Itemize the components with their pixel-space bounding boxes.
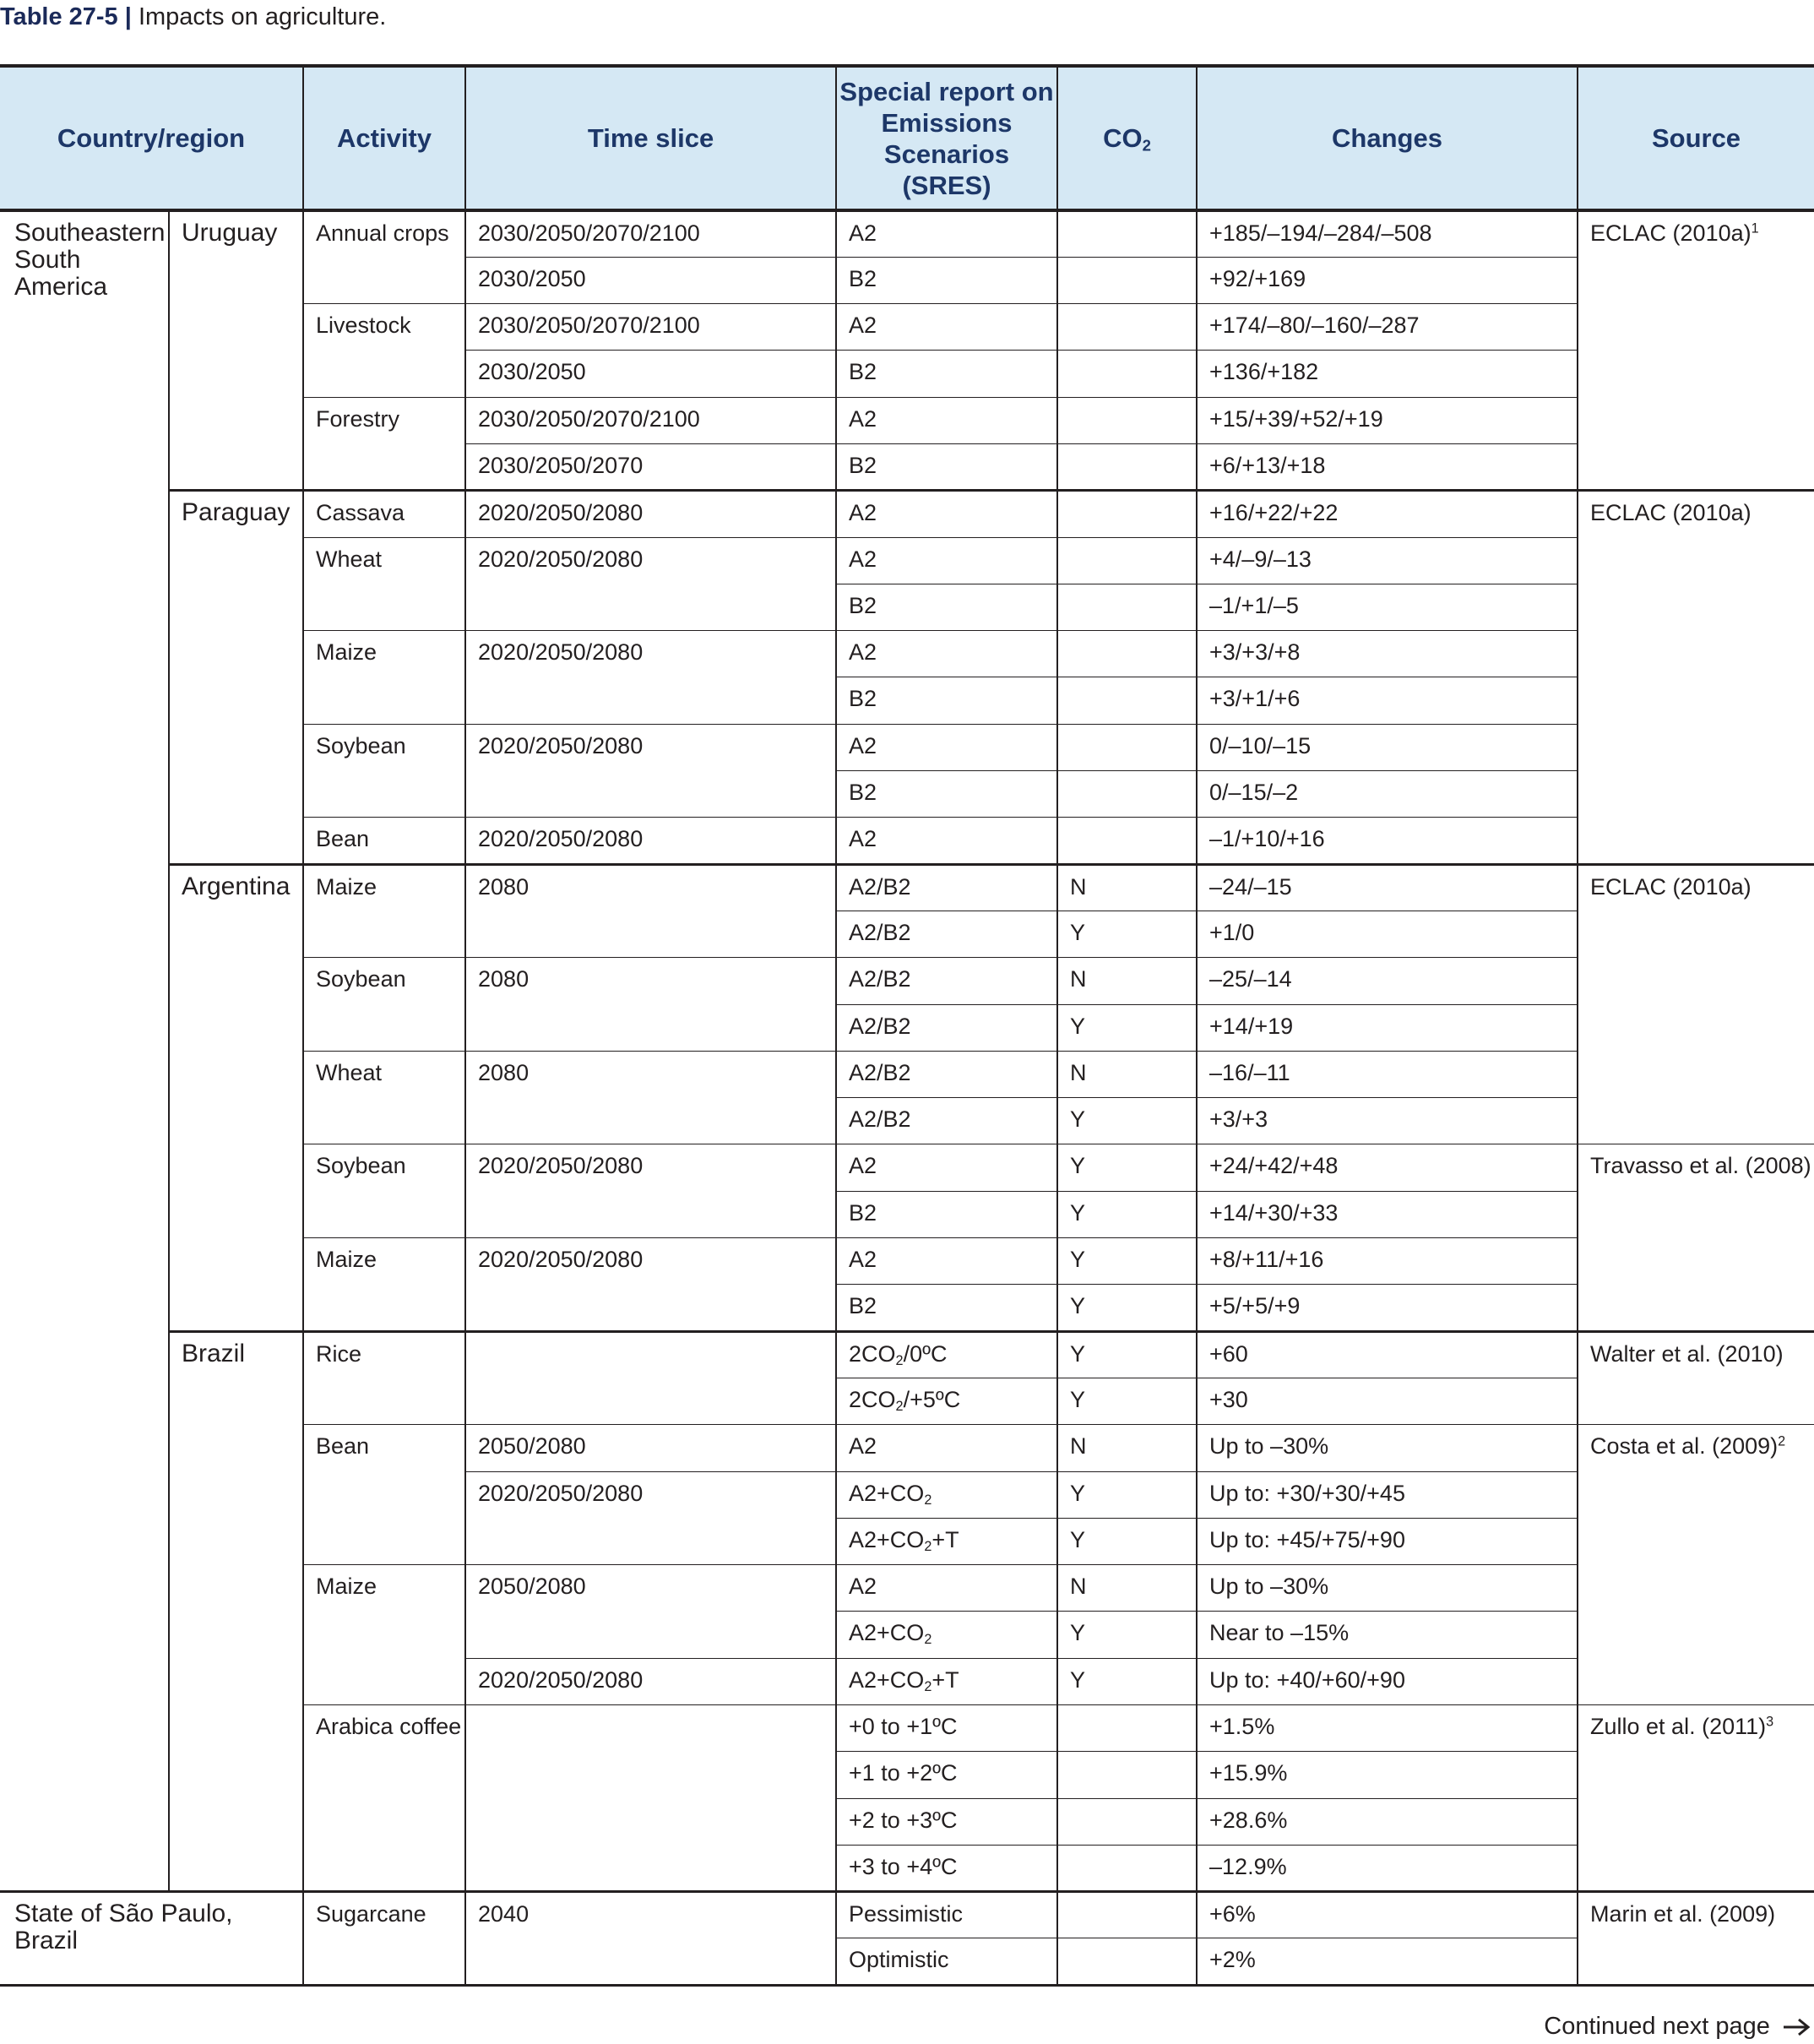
changes-cell: +5/+5/+9 bbox=[1197, 1285, 1578, 1331]
changes-cell: +136/+182 bbox=[1197, 351, 1578, 397]
changes-cell: 0/–15/–2 bbox=[1197, 771, 1578, 818]
co2-cell: Y bbox=[1057, 1658, 1197, 1704]
time-slice-cell: 2020/2050/2080 bbox=[465, 631, 836, 725]
co2-cell: Y bbox=[1057, 1471, 1197, 1518]
sres-cell: A2 bbox=[836, 1425, 1057, 1471]
source-cell: ECLAC (2010a) bbox=[1578, 864, 1814, 1144]
activity-cell: Cassava bbox=[303, 491, 465, 537]
changes-cell: +60 bbox=[1197, 1331, 1578, 1378]
sres-cell: A2 bbox=[836, 631, 1057, 677]
changes-cell: +1.5% bbox=[1197, 1705, 1578, 1752]
sres-cell: +1 to +2ºC bbox=[836, 1752, 1057, 1798]
time-slice-cell: 2020/2050/2080 bbox=[465, 537, 836, 631]
changes-cell: Up to: +45/+75/+90 bbox=[1197, 1518, 1578, 1564]
activity-cell: Bean bbox=[303, 818, 465, 864]
co2-cell: Y bbox=[1057, 1331, 1197, 1378]
time-slice-cell: 2030/2050/2070/2100 bbox=[465, 210, 836, 257]
co2-cell: N bbox=[1057, 1565, 1197, 1612]
co2-cell bbox=[1057, 397, 1197, 443]
sres-cell: A2 bbox=[836, 304, 1057, 351]
changes-cell: +8/+11/+16 bbox=[1197, 1238, 1578, 1285]
activity-cell: Bean bbox=[303, 1425, 465, 1565]
co2-cell bbox=[1057, 1845, 1197, 1891]
sres-cell: $A2+CO_2$ bbox=[836, 1471, 1057, 1518]
table-caption bbox=[0, 0, 386, 34]
sres-cell: A2 bbox=[836, 724, 1057, 770]
sres-cell: $A2+CO_2$ bbox=[836, 1612, 1057, 1658]
table-row bbox=[0, 1892, 1814, 1938]
source-cell: Travasso et al. (2008) bbox=[1578, 1144, 1814, 1331]
changes-cell: +14/+19 bbox=[1197, 1004, 1578, 1051]
header-co2: $CO_2$ bbox=[1057, 66, 1197, 210]
co2-cell bbox=[1057, 537, 1197, 584]
activity-cell: Soybean bbox=[303, 958, 465, 1052]
table-row bbox=[0, 864, 1814, 911]
table-row bbox=[0, 1331, 1814, 1378]
changes-cell: –1/+1/–5 bbox=[1197, 584, 1578, 630]
activity-cell: Arabica coffee bbox=[303, 1705, 465, 1892]
changes-cell: Up to: +40/+60/+90 bbox=[1197, 1658, 1578, 1704]
sres-cell: B2 bbox=[836, 351, 1057, 397]
co2-cell bbox=[1057, 677, 1197, 724]
changes-cell: +1/0 bbox=[1197, 911, 1578, 957]
sres-cell: A2 bbox=[836, 537, 1057, 584]
changes-cell: +15.9% bbox=[1197, 1752, 1578, 1798]
co2-cell bbox=[1057, 210, 1197, 257]
co2-cell bbox=[1057, 351, 1197, 397]
time-slice-cell: 2020/2050/2080 bbox=[465, 1471, 836, 1565]
sres-cell: A2 bbox=[836, 1565, 1057, 1612]
activity-cell: Maize bbox=[303, 631, 465, 725]
table-row bbox=[0, 210, 1814, 257]
sres-cell: +3 to +4ºC bbox=[836, 1845, 1057, 1891]
table-row bbox=[0, 491, 1814, 537]
sres-cell: B2 bbox=[836, 443, 1057, 490]
co2-cell bbox=[1057, 491, 1197, 537]
activity-cell: Annual crops bbox=[303, 210, 465, 304]
changes-cell: –16/–11 bbox=[1197, 1051, 1578, 1097]
co2-cell: N bbox=[1057, 958, 1197, 1004]
changes-cell: +28.6% bbox=[1197, 1798, 1578, 1845]
source-cell: Costa et al. $(2009)^2$ bbox=[1578, 1425, 1814, 1705]
sres-cell: B2 bbox=[836, 257, 1057, 303]
activity-cell: Rice bbox=[303, 1331, 465, 1425]
co2-cell: Y bbox=[1057, 1191, 1197, 1237]
sres-cell: A2 bbox=[836, 491, 1057, 537]
caption-separator: | bbox=[124, 3, 132, 30]
changes-cell: +2% bbox=[1197, 1938, 1578, 1985]
activity-cell: Soybean bbox=[303, 1144, 465, 1238]
header-source: Source bbox=[1578, 66, 1814, 210]
changes-cell: Near to –15% bbox=[1197, 1612, 1578, 1658]
co2-cell: N bbox=[1057, 1051, 1197, 1097]
sres-cell: A2/B2 bbox=[836, 1051, 1057, 1097]
source-cell: Zullo et al. $(2011)^3$ bbox=[1578, 1705, 1814, 1892]
co2-cell bbox=[1057, 1798, 1197, 1845]
time-slice-cell: 2080 bbox=[465, 864, 836, 958]
changes-cell: +14/+30/+33 bbox=[1197, 1191, 1578, 1237]
co2-cell: Y bbox=[1057, 1518, 1197, 1564]
changes-cell: +24/+42/+48 bbox=[1197, 1144, 1578, 1191]
co2-cell: Y bbox=[1057, 1144, 1197, 1191]
changes-cell: Up to: +30/+30/+45 bbox=[1197, 1471, 1578, 1518]
agriculture-impacts-table bbox=[0, 64, 1814, 1987]
co2-cell: Y bbox=[1057, 1098, 1197, 1144]
sres-cell: B2 bbox=[836, 1285, 1057, 1331]
changes-cell: Up to –30% bbox=[1197, 1565, 1578, 1612]
time-slice-cell: 2050/2080 bbox=[465, 1565, 836, 1659]
changes-cell: +3/+3/+8 bbox=[1197, 631, 1578, 677]
co2-cell bbox=[1057, 304, 1197, 351]
activity-cell: Sugarcane bbox=[303, 1892, 465, 1986]
header-row bbox=[0, 66, 1814, 210]
time-slice-cell: 2030/2050 bbox=[465, 257, 836, 303]
time-slice-cell: 2020/2050/2080 bbox=[465, 1144, 836, 1238]
time-slice-cell: 2030/2050 bbox=[465, 351, 836, 397]
source-cell: ECLAC $(2010a)^1$ bbox=[1578, 210, 1814, 491]
co2-cell bbox=[1057, 1705, 1197, 1752]
sres-cell: B2 bbox=[836, 771, 1057, 818]
time-slice-cell: 2030/2050/2070/2100 bbox=[465, 304, 836, 351]
time-slice-cell bbox=[465, 1331, 836, 1425]
region-cell: State of São Paulo, Brazil bbox=[0, 1892, 303, 1986]
sres-cell: B2 bbox=[836, 584, 1057, 630]
region-cell: Southeastern South America bbox=[0, 210, 169, 1892]
sres-cell: +0 to +1ºC bbox=[836, 1705, 1057, 1752]
time-slice-cell: 2080 bbox=[465, 958, 836, 1052]
co2-cell bbox=[1057, 1892, 1197, 1938]
changes-cell: +30 bbox=[1197, 1378, 1578, 1424]
co2-cell: Y bbox=[1057, 1612, 1197, 1658]
sres-cell: B2 bbox=[836, 1191, 1057, 1237]
sres-cell: A2/B2 bbox=[836, 864, 1057, 911]
sres-cell: $A2+CO_2+T$ bbox=[836, 1658, 1057, 1704]
sres-cell: A2/B2 bbox=[836, 911, 1057, 957]
activity-cell: Maize bbox=[303, 864, 465, 958]
time-slice-cell: 2030/2050/2070 bbox=[465, 443, 836, 490]
co2-cell bbox=[1057, 724, 1197, 770]
co2-cell bbox=[1057, 443, 1197, 490]
sres-cell: B2 bbox=[836, 677, 1057, 724]
co2-cell: Y bbox=[1057, 1238, 1197, 1285]
co2-cell bbox=[1057, 257, 1197, 303]
header-country-region: Country/region bbox=[0, 66, 303, 210]
changes-cell: +92/+169 bbox=[1197, 257, 1578, 303]
co2-cell: Y bbox=[1057, 911, 1197, 957]
continued-label: Continued next page bbox=[1544, 2013, 1770, 2040]
changes-cell: +174/–80/–160/–287 bbox=[1197, 304, 1578, 351]
activity-cell: Maize bbox=[303, 1565, 465, 1705]
sres-cell: $A2+CO_2+T$ bbox=[836, 1518, 1057, 1564]
sres-cell: A2 bbox=[836, 397, 1057, 443]
header-time-slice: Time slice bbox=[465, 66, 836, 210]
sres-cell: Pessimistic bbox=[836, 1892, 1057, 1938]
co2-cell bbox=[1057, 1752, 1197, 1798]
subregion-cell: Brazil bbox=[169, 1331, 303, 1892]
time-slice-cell: 2020/2050/2080 bbox=[465, 818, 836, 864]
subregion-cell: Uruguay bbox=[169, 210, 303, 491]
activity-cell: Livestock bbox=[303, 304, 465, 398]
subregion-cell: Paraguay bbox=[169, 491, 303, 864]
sres-cell: A2 bbox=[836, 1144, 1057, 1191]
co2-cell: N bbox=[1057, 864, 1197, 911]
sres-cell: A2 bbox=[836, 210, 1057, 257]
activity-cell: Forestry bbox=[303, 397, 465, 491]
header-activity: Activity bbox=[303, 66, 465, 210]
time-slice-cell: 2020/2050/2080 bbox=[465, 1658, 836, 1704]
activity-cell: Wheat bbox=[303, 537, 465, 631]
co2-cell bbox=[1057, 584, 1197, 630]
sres-cell: +2 to +3ºC bbox=[836, 1798, 1057, 1845]
changes-cell: –25/–14 bbox=[1197, 958, 1578, 1004]
continued-next-page bbox=[1544, 2012, 1811, 2041]
co2-cell bbox=[1057, 631, 1197, 677]
subregion-cell: Argentina bbox=[169, 864, 303, 1331]
sres-cell: A2/B2 bbox=[836, 1098, 1057, 1144]
changes-cell: 0/–10/–15 bbox=[1197, 724, 1578, 770]
table-title: Impacts on agriculture. bbox=[138, 3, 387, 30]
sres-cell: A2 bbox=[836, 818, 1057, 864]
sres-cell: $2CO_2/0ºC$ bbox=[836, 1331, 1057, 1378]
changes-cell: –24/–15 bbox=[1197, 864, 1578, 911]
arrow-right-icon bbox=[1782, 2017, 1811, 2037]
table-number: Table 27-5 bbox=[0, 3, 118, 30]
time-slice-cell: 2030/2050/2070/2100 bbox=[465, 397, 836, 443]
co2-cell bbox=[1057, 771, 1197, 818]
time-slice-cell bbox=[465, 1705, 836, 1892]
changes-cell: +15/+39/+52/+19 bbox=[1197, 397, 1578, 443]
time-slice-cell: 2020/2050/2080 bbox=[465, 724, 836, 818]
sres-cell: Optimistic bbox=[836, 1938, 1057, 1985]
activity-cell: Wheat bbox=[303, 1051, 465, 1144]
changes-cell: +3/+3 bbox=[1197, 1098, 1578, 1144]
co2-cell bbox=[1057, 818, 1197, 864]
changes-cell: Up to –30% bbox=[1197, 1425, 1578, 1471]
source-cell: ECLAC (2010a) bbox=[1578, 491, 1814, 864]
co2-cell: Y bbox=[1057, 1004, 1197, 1051]
sres-cell: A2/B2 bbox=[836, 958, 1057, 1004]
time-slice-cell: 2080 bbox=[465, 1051, 836, 1144]
time-slice-cell: 2040 bbox=[465, 1892, 836, 1986]
source-cell: Marin et al. (2009) bbox=[1578, 1892, 1814, 1986]
co2-cell bbox=[1057, 1938, 1197, 1985]
co2-cell: Y bbox=[1057, 1285, 1197, 1331]
activity-cell: Maize bbox=[303, 1238, 465, 1332]
sres-cell: A2 bbox=[836, 1238, 1057, 1285]
co2-cell: N bbox=[1057, 1425, 1197, 1471]
changes-cell: +6/+13/+18 bbox=[1197, 443, 1578, 490]
sres-cell: A2/B2 bbox=[836, 1004, 1057, 1051]
activity-cell: Soybean bbox=[303, 724, 465, 818]
changes-cell: –1/+10/+16 bbox=[1197, 818, 1578, 864]
sres-cell: $2CO_2/+5ºC$ bbox=[836, 1378, 1057, 1424]
source-cell: Walter et al. (2010) bbox=[1578, 1331, 1814, 1425]
changes-cell: +16/+22/+22 bbox=[1197, 491, 1578, 537]
changes-cell: +185/–194/–284/–508 bbox=[1197, 210, 1578, 257]
time-slice-cell: 2020/2050/2080 bbox=[465, 1238, 836, 1332]
header-sres: Special report on Emissions Scenarios (SRES) bbox=[836, 66, 1057, 210]
header-changes: Changes bbox=[1197, 66, 1578, 210]
time-slice-cell: 2020/2050/2080 bbox=[465, 491, 836, 537]
changes-cell: +4/–9/–13 bbox=[1197, 537, 1578, 584]
changes-cell: +6% bbox=[1197, 1892, 1578, 1938]
changes-cell: +3/+1/+6 bbox=[1197, 677, 1578, 724]
co2-cell: Y bbox=[1057, 1378, 1197, 1424]
changes-cell: –12.9% bbox=[1197, 1845, 1578, 1891]
time-slice-cell: 2050/2080 bbox=[465, 1425, 836, 1471]
